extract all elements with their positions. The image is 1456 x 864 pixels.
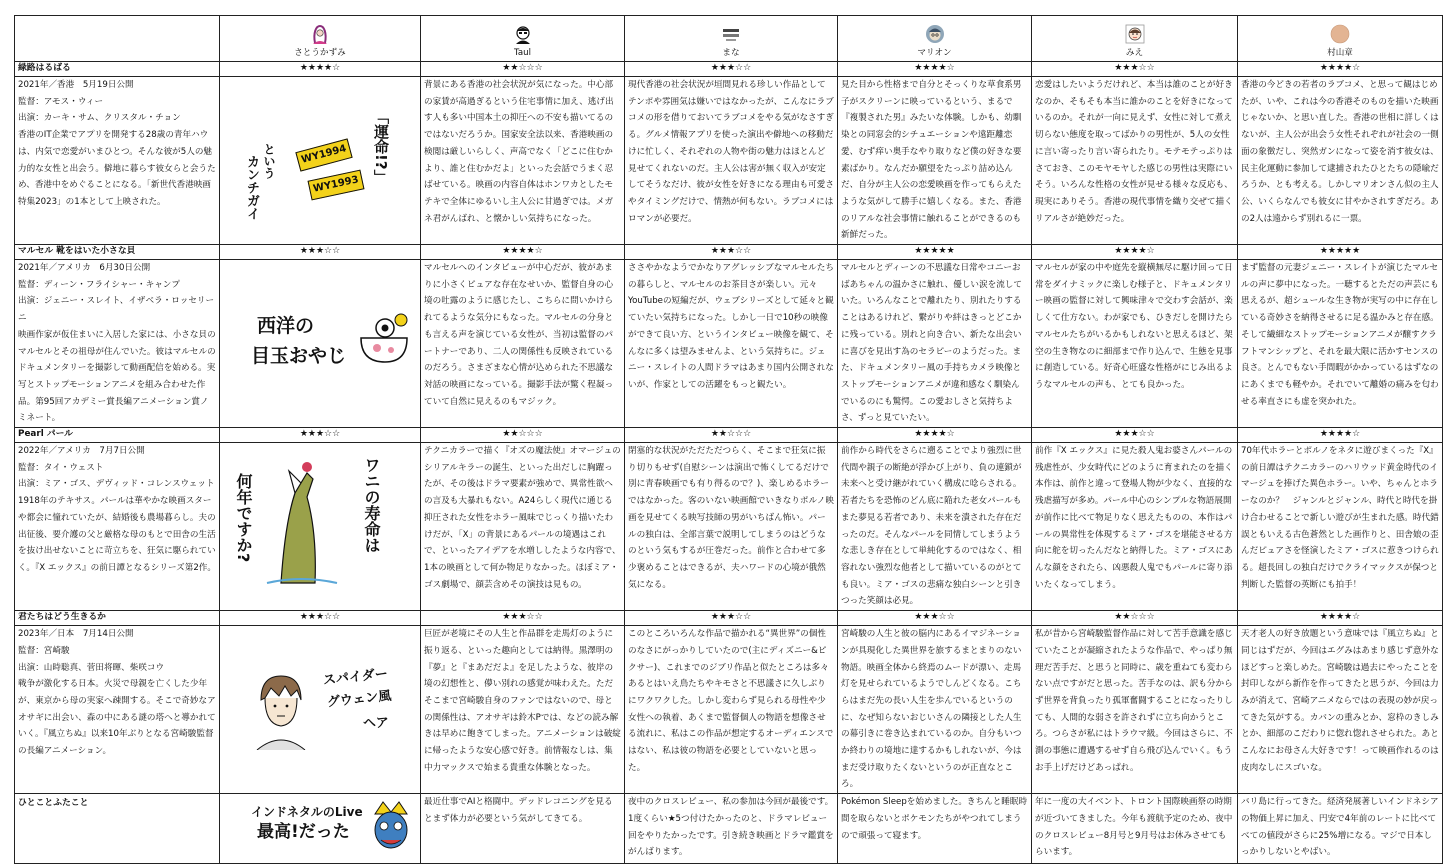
reviewer-name: まな: [722, 48, 740, 58]
star-rating: ★★★★☆: [421, 245, 625, 260]
review-cell: ささやかなようでかなりアグレッシブなマルセルたちの暮らしと、マルセルのお茶目さが楽しい。元々YouTubeの短編だが、ウェブシリーズとして延々と観ていたい気持ちになった。しかし一日で10秒の映像ができて良い方、というインタビュー映像を観て、そんなに多くは望みませんよ、という気持ちに。ジェニー・スレイトの人間ドラマはあまり国内公開されないが、作家としての活躍をもっと観たい。: [625, 260, 838, 428]
title-row: [15, 611, 1443, 626]
reviewer-name: みえ: [1125, 48, 1144, 58]
star-rating: ★★★☆☆: [421, 611, 625, 626]
avatar-icon: [1329, 23, 1351, 45]
cast: 出演：カーキ・サム、クリスタル・チョン: [18, 113, 181, 124]
avatar-icon: [512, 23, 534, 45]
review-cell: 背景にある香港の社会状況が気になった。中心部の家賃が高過ぎるという住宅事情に加え、逃げ出す人も多い中国本土の抑圧への不安も描いてるのではないだろうか。国家安全法以来、香港映画の検閲は厳しいらしく、声高でなく「どこに住むかより、誰と住むかだよ」といった会話でうまく忍ばせている。映画の内容自体はホンワカとしたモテキで全体にゆるいし主人公に甘過ぎでは。メガネ君がんばれ、と懐かしい気持ちになった。: [421, 77, 625, 245]
review-row: [15, 626, 1443, 794]
cast: 出演：ミア・ゴス、デヴィッド・コレンスウェット: [18, 479, 215, 490]
review-cell: 現代香港の社会状況が垣間見れる珍しい作品としてテンポや雰囲気は嫌いではなかったが、こんなにラブコメの形を借りておいてラブコメをやる気がなさすぎる。グルメ情報アプリを使った演出や僻地への移動だけに忙しく、それぞれの人物や街の魅力はほとんど見せてくれないのだ。主人公は害が無く収入が安定してそうなだけ、彼が女性を好きになる理由も可愛さやタイミングだけで、情熱が何もない。ラブコメにはロマンが必要だ。: [625, 77, 838, 245]
reviewer-col-1: [421, 16, 625, 62]
star-rating: ★★★☆☆: [1032, 428, 1238, 443]
illustration-text: スパイダー: [322, 666, 389, 689]
review-sheet: [14, 15, 1442, 864]
review-cell: 私が昔から宮崎駿監督作品に対して苦手意識を感じていたことが凝縮されたような作品で、やっぱり無理だ苦手だ、と思うと同時に、歳を重ねても変わらない点ですがだと思った。苦手なのは、訳も分からず世界を背負ったり孤軍奮闘することになったりしても、人間的な弱さを許されずに立ち向かうところ。つらさが私にはトラウマ級。今回はさらに、不測の事態に遭遇するせず自ら飛び込んでいく。もうお手上げだけどあっぱれ。: [1032, 626, 1238, 794]
reviewer-col-3: [838, 16, 1032, 62]
review-cell: マルセルへのインタビューが中心だが、彼があまりに小さくピュアな存在なせいか、監督自身の心境の吐露のように感じたし、こちらに問いかけられてるような気分にもなった。マルセルの分身とも言える声を演じている女性が、当初は監督のパートナーであり、二人の関係性も反映されているのだろう。さまざまな心情が込められた不思議な対話の映画になっている。撮影手法が驚く程凝っていて自然に見えるのもマジック。: [421, 260, 625, 428]
illustration-text: 目玉おやじ: [251, 345, 347, 368]
review-cell: 恋愛はしたいようだけれど、本当は誰のことが好きなのか、そもそも本当に誰かのことを好きになっているのか。それが一向に見えず、女性に対して煮え切らない態度を取ってばかりの男性が、5人の女性に言い寄ったり言い寄られたり。モテモテっぷりはさておき、このモヤモヤした感じの男性は実際にいそう。いろんな性格の女性が見せる様々な反応も、現実にありそう。香港の現代事情を織り交ぜて描くリアルさが絶妙だった。: [1032, 77, 1238, 245]
star-rating: ★★★☆☆: [220, 245, 421, 260]
illustration-text: ワニの寿命は: [362, 457, 381, 554]
star-rating: ★★★☆☆: [838, 611, 1032, 626]
reviewer-col-2: [625, 16, 838, 62]
review-cell: マルセルとディーンの不思議な日常やコニーおばあちゃんの温かさに触れ、優しい涙を流していた。いろんなことで離れたり、別れたりすることはあるけれど、繋がりや絆はきっとどこかに残っている。別れと向き合い、新たな出会いに喜びを見出す為のセラピーのようだった。また、ドキュメンタリー風の手持ちカメラ映像とストップモーションアニメが違和感なく馴染んでいるのにも驚愕。この愛おしさと気持ちよさ、ずっと見ていたい。: [838, 260, 1032, 428]
reviewer-col-5: [1238, 16, 1443, 62]
review-cell: テクニカラーで描く『オズの魔法使』オマージュのシリアルキラーの誕生、といった出だしに胸躍ったが、その後はドラマ要素が強めで、異常性欲への言及も大暴れもない。A24らしく現代に通じる抑圧された女性をホラー風味でじっくり描いたわけだが、「X」の背景にあるパールの境遇はこれで、といったアイデアを水増ししたような内容で、1本の映画として何か物足りなかった。ほぼミア・ゴス劇場で、顔芸含めその演技は見もの。: [421, 443, 625, 611]
boy-portrait-icon: [251, 670, 311, 750]
star-rating: ★★★☆☆: [1032, 62, 1238, 77]
comment-cell: 夜中のクロスレビュー、私の参加は今回が最後です。1度くらい★5つ付けたかったのと、ドラマレビュー回をやりたかったです。引き続き映画とドラマ鑑賞をがんばります。: [625, 794, 838, 864]
reviewer-name: さとうかずみ: [294, 48, 346, 58]
mask-icon: [369, 800, 413, 856]
review-cell: 巨匠が老境にその人生と作品群を走馬灯のように振り返る、といった趣向としては納得。黒澤明の『夢』と『まあだだよ』を足したような、彼岸の境の幻想性と、儚い別れの感覚が味わえた。ただそこまで宮崎駿自身のファンではないので、母との関係性は、アオサギは鈴木Pでは、などの読み解きは早めに飽きてしまった。アニメーションは破綻に帰ったような安心感で好き。前情報なしは、集中力マックスで始まる貴重な体験となった。: [421, 626, 625, 794]
star-rating: ★★☆☆☆: [421, 428, 625, 443]
star-rating: ★★★★★: [1238, 245, 1443, 260]
review-row: [15, 443, 1443, 611]
star-rating: ★★☆☆☆: [625, 428, 838, 443]
synopsis: 1918年のテキサス。パールは華やかな映画スターや都会に憧れていたが、結婚後も農場暮らし。夫の出征後、要介護の父と厳格な母のもとで田舎の生活を抜け出せないことに苛立ちを、狂気に駆られていく。『X エックス』の前日譚となるシリーズ第2作。: [18, 496, 216, 573]
star-rating: ★★★★☆: [1032, 245, 1238, 260]
illustration-text: という: [262, 143, 276, 179]
star-rating: ★★★★☆: [838, 62, 1032, 77]
star-rating: ★★★☆☆: [625, 245, 838, 260]
review-cell: 見た目から性格まで自分とそっくりな草食系男子がスクリーンに映っているという、まるで『複製された男』みたいな体験。しかも、幼馴染との同窓会的シチュエーションや遠距離恋愛、むず痒い奥手なやり取りなど僕の好きな要素ばかり。なんだか願望をたっぷり詰め込んだ、自分が主人公の恋愛映画を作ってもらえたような気がして勝手に嬉しくなる。また、香港のリアルな社会事情に触れることができるのも新鮮だった。: [838, 77, 1032, 245]
illustration-text: 「運命!?」: [372, 109, 390, 185]
cast: 出演：ジェニー・スレイト、イザベラ・ロッセリーニ: [18, 296, 215, 324]
title-row: [15, 245, 1443, 260]
movie-title: 君たちはどう生きるか: [15, 611, 220, 626]
avatar-icon: [1124, 23, 1146, 45]
review-cell: まず監督の元妻ジェニー・スレイトが演じたマルセルの声に夢中になった。一聴するとただの声芸にも思えるが、超シュールな生き物が実写の中に存在している奇妙さを納得させるに足る温かみと存在感。そして繊細なストップモーションアニメが醸すクラフトマンシップと、それを最大限に活かすセンスの良さ。とんでもない手間暇がかかっているはずなのにあくまでも軽やか。それでいて離婚の痛みを匂わせる率直さにも虚を突かれた。: [1238, 260, 1443, 428]
title-row: [15, 428, 1443, 443]
comment-cell: バリ島に行ってきた。経済発展著しいインドネシアの物価上昇に加え、円安で4年前のレートに比べてべての値段がさらに25%増になる。マジで日本しっかりしないとやばい。: [1238, 794, 1443, 864]
release-info: 2021年／香港 5月19日公開: [18, 80, 134, 90]
illustration: [223, 77, 417, 235]
star-rating: ★★☆☆☆: [421, 62, 625, 77]
star-rating: ★★★★☆: [838, 428, 1032, 443]
review-cell: このところいろんな作品で描かれる“異世界”の個性のなさにがっかりしていたので(主にディズニー&ピクサー)、これまでのジブリ作品と似たところは多々あるとはいえ鳥たちやキモさと不思議さに久しぶりにワクワクした。しかし変わらず見られる母性や少女性への執着、あくまで監督個人の物語を想像させる流れに、私はこの作品が想定するオーディエンスではない、私は彼の物語を必要としていないと思った。: [625, 626, 838, 794]
reviewer-name: マリオン: [917, 48, 952, 58]
star-rating: ★★☆☆☆: [1032, 611, 1238, 626]
star-rating: ★★★★☆: [1238, 428, 1443, 443]
director: 監督：ディーン・フライシャー・キャンプ: [18, 279, 180, 290]
illustration-text: 西洋の: [257, 315, 315, 338]
illustration: [223, 260, 417, 418]
release-info: 2022年／アメリカ 7月7日公開: [18, 446, 145, 457]
illustration-cell: [220, 77, 421, 245]
illustration-cell: [220, 260, 421, 428]
review-cell: 閉塞的な状況がただただつらく、そこまで狂気に振り切りもせず(自慰シーンは演出で怖くしてるだけで別に青春映画でも有り得るので？)、楽しめるホラーではなかった。客のいない映画館でいきなりポルノ映画を見せてくる映写技師の男がいちばん怖い。パールの独白は、全部言葉で説明してしまうのはどうなのという気もするが圧巻だった。前作と合わせて多少褒めることはできるが、夫ハワードの心境が俄然気になる。: [625, 443, 838, 611]
review-cell: 香港の今どきの若者のラブコメ、と思って観はじめたが、いや、これは今の香港そのものを描いた映画じゃないか、と思い直した。香港の世相に詳しくはないが、主人公が出会う女性それぞれが社会の一側面の象徴だし、突然ガンになって姿を消す彼女は、民主化運動に参加して逮捕されたひとたちの隠喩だろうか、とも考える。しかしマリオンさん似の主人公、いくらなんでも彼女に甘やかされすぎだろ。あの2人は遠からず別れるに一票。: [1238, 77, 1443, 245]
illustration-text: 何年ですか?: [234, 473, 253, 563]
review-cell: 天才老人の好き放題という意味では『風立ちぬ』と同じはずだが、今回はエグみはあまり感じず意外なほどすっと楽しめた。宮崎駿は過去にやったことを封印しながら新作を作ってきたと思うが、今回は力みが消えて、宮崎アニメならではの表現の妙が戻ってきた気がする。カバンの重みとか、窓枠のきしみとか、細部のこだわりに惚れ惚れさせられた。あとこんなにお母さん大好きです！って映画作れるのは皮肉なしにスゴいな。: [1238, 626, 1443, 794]
avatar-icon: [309, 23, 331, 45]
review-table: [14, 15, 1443, 864]
illustration-cell: [220, 626, 421, 794]
synopsis: 映画作家が仮住まいに入居した家には、小さな貝のマルセルとその祖母が住んでいた。彼はマルセルのドキュメンタリーを撮影して動画配信を始める。実写とストップモーションアニメを組み合わせた作品。第95回アカデミー賞長編アニメーション賞ノミネート。: [18, 329, 216, 424]
star-rating: ★★★☆☆: [625, 62, 838, 77]
star-rating: ★★★★☆: [220, 62, 421, 77]
illustration-text: インドネタルのLive: [251, 805, 363, 820]
illustration-text: ヘア: [363, 716, 389, 732]
star-rating: ★★★★★: [838, 245, 1032, 260]
logo-icon: [720, 23, 742, 45]
star-rating: ★★★★☆: [1238, 611, 1443, 626]
comment-cell: Pokémon Sleepを始めました。きちんと睡眠時間を取らないとポケモンたちがやつれてしまうので頑張って寝ます。: [838, 794, 1032, 864]
movie-info: [15, 260, 220, 428]
review-row: [15, 260, 1443, 428]
title-row: [15, 62, 1443, 77]
movie-info: [15, 443, 220, 611]
illustration-text: 最高!だった: [257, 822, 350, 843]
header-blank: [15, 16, 220, 62]
illustration-label: WY1994: [295, 138, 352, 171]
cast: 出演：山時聡真、菅田将暉、柴咲コウ: [18, 662, 165, 673]
header-row: [15, 16, 1443, 62]
reviewer-name: Taul: [514, 48, 531, 58]
release-info: 2023年／日本 7月14日公開: [18, 629, 134, 640]
comment-cell: 最近仕事でAIと格闘中。デッドレコニングを見るとまず体力が必要という気がしてきてる。: [421, 794, 625, 864]
director: 監督：タイ・ウェスト: [18, 462, 104, 473]
star-rating: ★★★☆☆: [220, 428, 421, 443]
illustration-text: グウェン風: [326, 688, 393, 711]
avatar-icon: [924, 23, 946, 45]
illustration: [223, 443, 417, 601]
movie-info: [15, 626, 220, 794]
movie-title: 緑路はるばる: [15, 62, 220, 77]
star-rating: ★★★★☆: [1238, 62, 1443, 77]
synopsis: 戦争が激化する日本。火災で母親を亡くした少年が、東京から母の実家へ疎開する。そこで奇妙なアオサギに出会い、森の中にある謎の塔へと導かれていく。『風立ちぬ』以来10年ぶりとなる宮崎駿監督の長編アニメーション。: [18, 679, 216, 757]
reviewer-col-0: [220, 16, 421, 62]
comment-cell: 年に一度の大イベント、トロント国際映画祭の時期が近づいてきました。今年も渡航予定のため、夜中のクロスレビュー8月号と9月号はお休みさせてもらいます。: [1032, 794, 1238, 864]
review-cell: 前作から時代をさらに遡ることでより強烈に世代間や親子の断絶が浮かび上がり、負の連鎖が未来へと受け継がれていく構成に唸らされる。若者たちを恐怖のどん底に陥れた老女パールもまた夢見る若者であり、未来を潰された存在だったのだ。そんなパールを同情してしまうような悲しき存在として単純化するのではなく、相容れない強烈な他者として描いているのがとても良い。ミア・ゴスの悲痛な独白シーンと引きつった笑顔は必見。: [838, 443, 1032, 611]
release-info: 2021年／アメリカ 6月30日公開: [18, 263, 151, 274]
director: 監督：アモス・ウィー: [18, 96, 104, 107]
reviewer-name: 村山章: [1327, 48, 1353, 58]
illustration-label: WY1993: [308, 170, 365, 201]
star-rating: ★★★☆☆: [625, 611, 838, 626]
director: 監督：宮崎駿: [18, 645, 70, 656]
illustration: [223, 794, 417, 862]
review-row: [15, 77, 1443, 245]
star-rating: ★★★☆☆: [220, 611, 421, 626]
movie-info: [15, 77, 220, 245]
movie-title: Pearl パール: [15, 428, 220, 443]
synopsis: 香港のIT企業でアプリを開発する28歳の青年ハウは、内気で恋愛がいまひとつ。そんな彼が5人の魅力的な女性と出会う。僻地に暮らす彼女らと会うため、香港中をめぐることになる。「新世代香港映画特集2023」の1本として上映された。: [18, 130, 216, 207]
illustration-cell: [220, 443, 421, 611]
reviewer-col-4: [1032, 16, 1238, 62]
teacup-icon: [355, 308, 413, 368]
comment-title: ひとことふたこと: [15, 794, 220, 864]
crocodile-icon: [261, 453, 341, 593]
movie-title: マルセル 靴をはいた小さな貝: [15, 245, 220, 260]
review-cell: 70年代ホラーとポルノをネタに遊びまくった『X』の前日譚はテクニカラーのハリウッド黄金時代のイマージュを捧げた異色ホラー。いや、ちゃんとホラーなのか？ ジャンルとジャンル、時代と時代を掛け合わせることで新しい遊びが生まれた感。時代錯誤ともいえる古色蒼然とした画作りと、田舎娘の歪んだピュアさを怪演したミア・ゴスに惹きつけられる。超長回しの独白だけでクライマックスが保つと判断した監督の英断にも拍手！: [1238, 443, 1443, 611]
comment-row: [15, 794, 1443, 864]
illustration: [223, 626, 417, 784]
review-cell: 宮崎駿の人生と彼の脳内にあるイマジネーションが具現化した異世界を旅するまとまりのない物語。映画全体から終焉のムードが漂い、走馬灯を見せられているようでしんどくなる。こちらはまだ先の長い人生を歩んでいるというのに、なぜ知らないおじいさんの隣接とした人生の幕引きに巻き込まれているのか。自分もいつか終わりの境地に達するかもしれないが、今はまだ受け取りたくないというのが正直なところ。: [838, 626, 1032, 794]
review-cell: マルセルが家の中や庭先を縦横無尽に駆け回って日常をダイナミックに楽しむ様子と、ドキュメンタリー映画の監督に対して興味津々で交わす会話が、楽しくて仕方ない。わが家でも、ひきだしを開けたらマルセルたちがいるかもしれないと思えるほど、架空の生き物なのに細部まで作り込んで、生態を見事に創造している。好奇心旺盛な性格がにじみ出るようなマルセルの声も、とても良かった。: [1032, 260, 1238, 428]
illustration-cell: [220, 794, 421, 864]
review-cell: 前作『X エックス』に見た殺人鬼お婆さんパールの残虐性が、少女時代にどのように育まれたのを描く本作は、前作と違って登場人物が少なく、直接的な残虐描写が多め。パール中心のシンプルな物語展開が前作に比べて物足りなく思えたものの、本作はパールの異常性を体現するミア・ゴスを堪能させる方向に舵を切ったんだなと納得した。ミア・ゴスにあんな顔をされたら、凶悪殺人鬼でもパールに寄り添いたくなってしまう。: [1032, 443, 1238, 611]
illustration-text: カンチガイ: [244, 155, 259, 220]
